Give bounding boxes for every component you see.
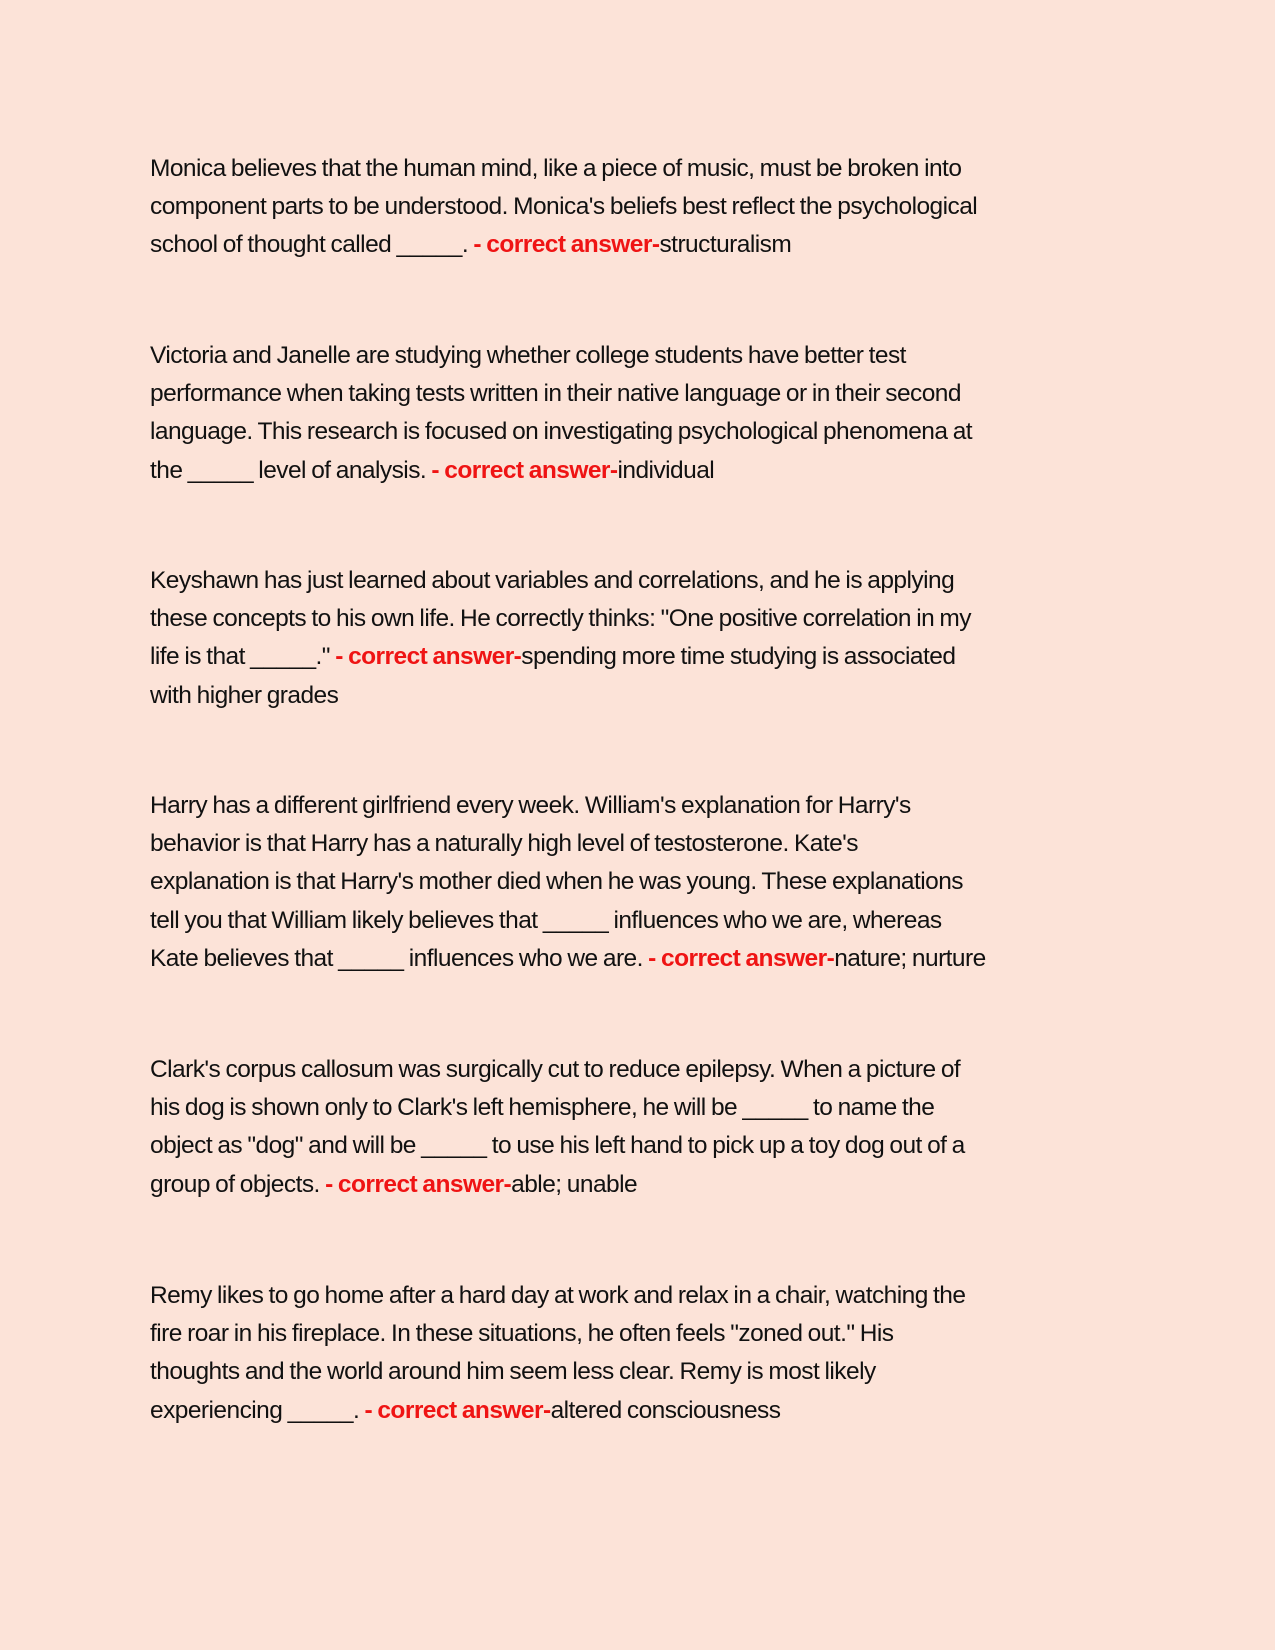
question-line-end: school of thought called _____. (150, 231, 474, 259)
answer-text: individual (617, 456, 715, 484)
question-line-end: life is that _____." (150, 643, 336, 671)
question-line-end: experiencing _____. (150, 1396, 365, 1424)
qa-item-split-brain (150, 1051, 1140, 1204)
question-line-end: Kate believes that _____ influences who we are. (150, 944, 649, 972)
question-line: thoughts and the world around him seem less clear. Remy is most likely (150, 1358, 876, 1386)
correct-answer-marker: - correct answer- (364, 1396, 551, 1424)
question-line: explanation is that Harry's mother died when he was young. These explanations (150, 868, 963, 896)
question-line: Victoria and Janelle are studying whether college students have better test (150, 342, 906, 369)
question-line-end: group of objects. (150, 1170, 326, 1198)
answer-continuation-line: with higher grades (150, 681, 339, 709)
question-line: performance when taking tests written in their native language or in their second (150, 380, 961, 408)
question-line: fire roar in his fireplace. In these situations, he often feels "zoned out." His (150, 1320, 894, 1348)
correct-answer-marker: - correct answer- (648, 944, 835, 972)
correct-answer-marker: - correct answer- (325, 1170, 512, 1198)
answer-text: spending more time studying is associated (521, 643, 956, 671)
qa-item-individual (150, 337, 1140, 490)
question-line: component parts to be understood. Monica's beliefs best reflect the psychological (150, 193, 978, 221)
answer-text: able; unable (511, 1170, 638, 1198)
qa-item-nature-nurture (150, 787, 1140, 978)
correct-answer-marker: - correct answer- (335, 643, 522, 671)
question-line: Remy likes to go home after a hard day at work and relax in a chair, watching the (150, 1282, 966, 1309)
question-line-end: the _____ level of analysis. (150, 456, 432, 484)
question-line: Monica believes that the human mind, like a piece of music, must be broken into (150, 155, 962, 182)
answer-text: altered consciousness (550, 1396, 781, 1424)
qa-item-positive-correlation (150, 562, 1140, 715)
answer-text: nature; nurture (834, 944, 986, 972)
question-line: Clark's corpus callosum was surgically cut to reduce epilepsy. When a picture of (150, 1056, 961, 1083)
question-answer-line (150, 226, 1140, 264)
qa-item-structuralism (150, 150, 1140, 265)
question-answer-line (150, 452, 1140, 490)
correct-answer-marker: - correct answer- (473, 231, 660, 259)
question-line: Keyshawn has just learned about variables and correlations, and he is applying (150, 567, 955, 594)
question-answer-line (150, 940, 1140, 978)
answer-text: structuralism (659, 231, 792, 259)
question-answer-line (150, 1392, 1140, 1430)
question-answer-line (150, 1166, 1140, 1204)
question-line: language. This research is focused on investigating psychological phenomena at (150, 418, 973, 446)
question-line: behavior is that Harry has a naturally high level of testosterone. Kate's (150, 830, 858, 858)
question-line: tell you that William likely believes that _____ influences who we are, whereas (150, 906, 942, 934)
question-answer-line (150, 638, 1140, 676)
question-line: his dog is shown only to Clark's left hemisphere, he will be _____ to name the (150, 1094, 935, 1122)
question-line: Harry has a different girlfriend every week. William's explanation for Harry's (150, 792, 911, 819)
correct-answer-marker: - correct answer- (431, 456, 618, 484)
question-line: these concepts to his own life. He correctly thinks: "One positive correlation in my (150, 605, 971, 633)
qa-item-altered-consciousness (150, 1277, 1140, 1430)
question-line: object as "dog" and will be _____ to use his left hand to pick up a toy dog out of a (150, 1132, 965, 1160)
